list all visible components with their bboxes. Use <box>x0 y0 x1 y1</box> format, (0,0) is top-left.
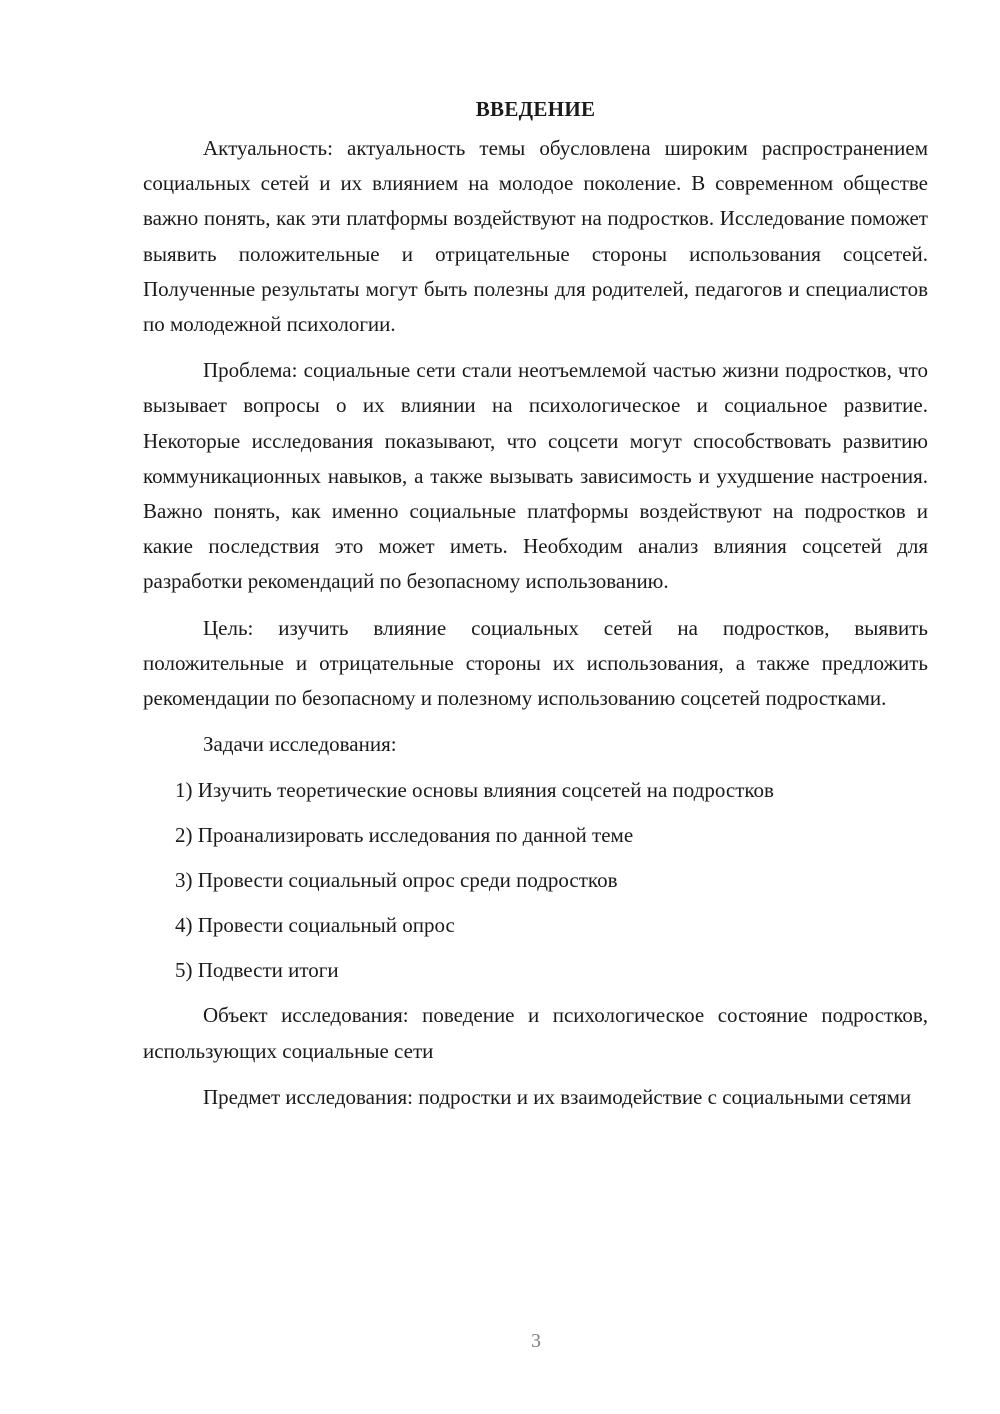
page-title: ВВЕДЕНИЕ <box>475 97 596 121</box>
tasks-list <box>143 773 928 988</box>
page-number: 3 <box>531 1330 541 1352</box>
list-item: 5) Подвести итоги <box>175 958 339 983</box>
problem-paragraph: Проблема: социальные сети стали неотъемлемой частью жизни подростков, что вызывает вопросы о их влиянии на психологическое и социальное развитие. Некоторые исследования показывают, что соцсети могут способствовать развитию коммуникационных навыков, а также вызывать зависимость и ухудшение настроения. Важно понять, как именно социальные платформы воздействуют на подростков и какие последствия это может иметь. Необходим анализ влияния соцсетей для разработки рекомендаций по безопасному использованию. <box>143 358 928 594</box>
document-page <box>143 92 928 1126</box>
relevance-paragraph: Актуальность: актуальность темы обусловлена широким распространением социальных сетей и их влиянием на молодое поколение. В современном обществе важно понять, как эти платформы воздействуют на подростков. Исследование поможет выявить положительные и отрицательные стороны использования соцсетей. Полученные результаты могут быть полезны для родителей, педагогов и специалистов по молодежной психологии. <box>143 136 928 337</box>
object-paragraph: Объект исследования: поведение и психологическое состояние подростков, использующих социальные сети <box>143 1003 928 1063</box>
subject-paragraph: Предмет исследования: подростки и их взаимодействие с социальными сетями <box>203 1084 912 1109</box>
goal-paragraph: Цель: изучить влияние социальных сетей на подростков, выявить положительные и отрицательные стороны их использования, а также предложить рекомендации по безопасному и полезному использованию соцсетей подростками. <box>143 615 928 711</box>
list-item: 1) Изучить теоретические основы влияния соцсетей на подростков <box>175 778 774 803</box>
tasks-heading: Задачи исследования: <box>203 732 397 757</box>
list-item: 3) Провести социальный опрос среди подростков <box>175 868 618 893</box>
list-item: 2) Проанализировать исследования по данной теме <box>175 823 634 848</box>
list-item: 4) Провести социальный опрос <box>175 913 455 938</box>
